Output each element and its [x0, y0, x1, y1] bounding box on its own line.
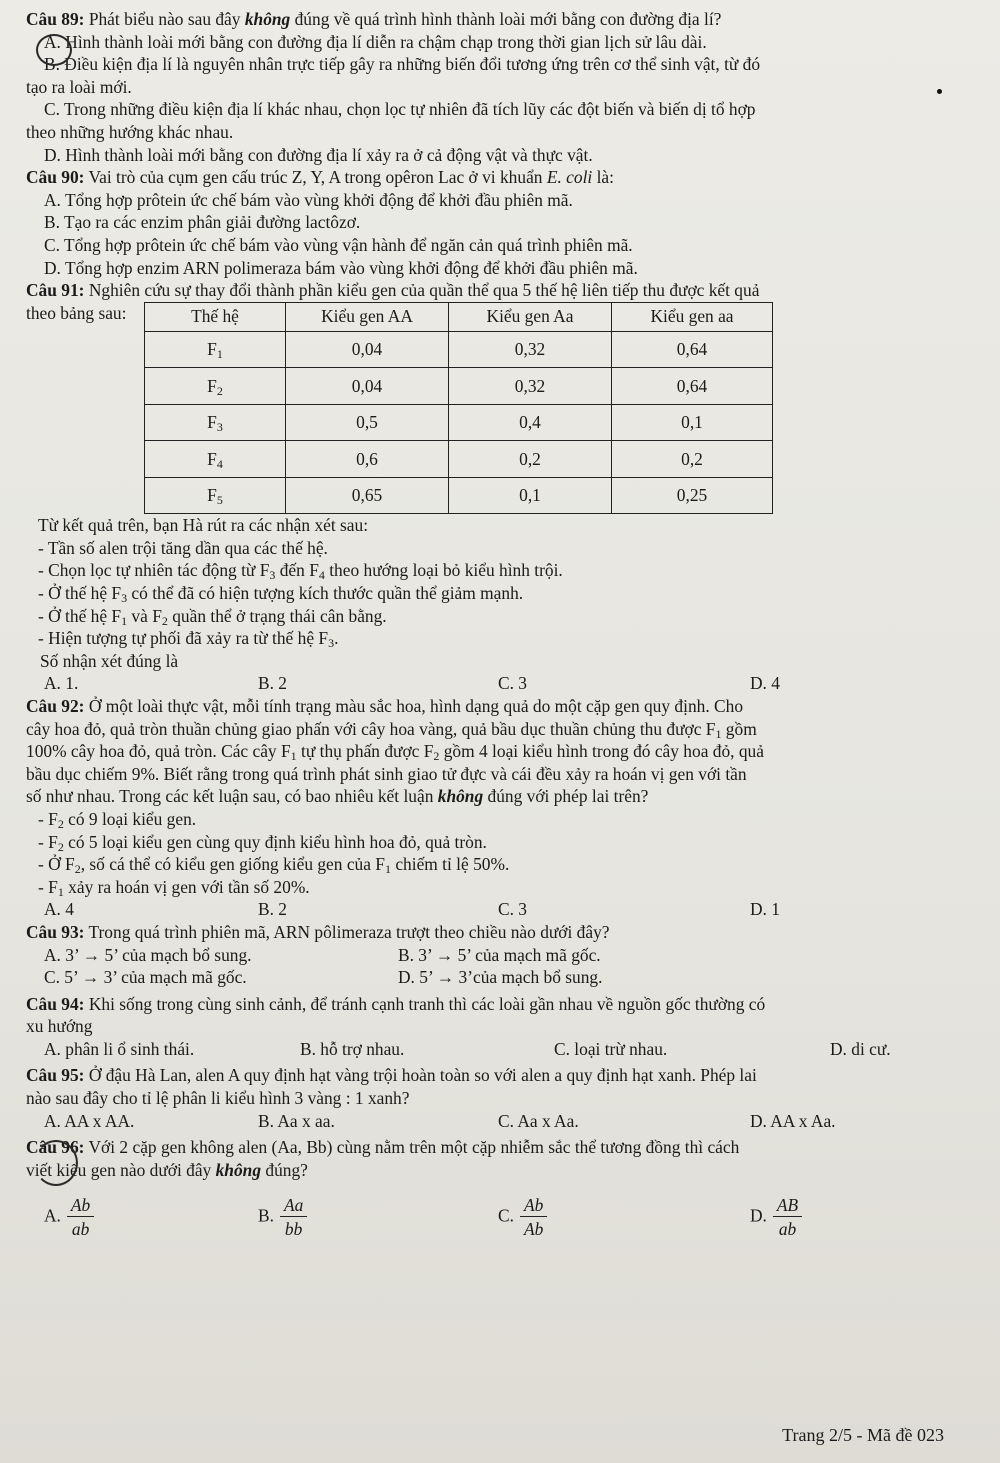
question-stem: Trong quá trình phiên mã, ARN pôlimeraza trượt theo chiều nào dưới đây?: [84, 921, 610, 942]
option-b[interactable]: B. 2: [258, 899, 287, 920]
question-stem: Nghiên cứu sự thay đổi thành phần kiểu gen của quần thể qua 5 thế hệ liên tiếp thu được kết quả: [84, 280, 760, 301]
cell-generation: $F_1$: [145, 331, 286, 368]
question-92: [26, 695, 944, 921]
emphasis: không: [244, 9, 291, 29]
option-c[interactable]: C. 3: [498, 673, 527, 694]
question-95: [26, 1064, 944, 1132]
question-number: Câu 90:: [26, 167, 85, 188]
cell-aa-recessive: 0,2: [612, 441, 773, 478]
cell-aa-hetero: 0,4: [449, 404, 612, 441]
option-b[interactable]: B. Aa x aa.: [258, 1110, 335, 1131]
question-stem-cont: nào sau đây cho tỉ lệ phân li kiểu hình 3 vàng : 1 xanh?: [26, 1088, 410, 1109]
cell-aa-dominant: 0,04: [286, 368, 449, 405]
option-a[interactable]: A. Tổng hợp prôtein ức chế bám vào vùng khởi động để khởi đầu phiên mã.: [44, 189, 573, 210]
option-b[interactable]: B. Điều kiện địa lí là nguyên nhân trực tiếp gây ra những biến đổi tương ứng trên cơ thể sinh vật, từ đó: [44, 54, 761, 75]
question-number: Câu 91:: [26, 280, 85, 301]
table-row: [145, 331, 773, 368]
statement-2: - $F_2$ có 5 loại kiểu gen cùng quy định kiểu hình hoa đỏ, quả tròn.: [38, 831, 487, 854]
option-a[interactable]: A. AA x AA.: [44, 1110, 135, 1131]
header-aa-hetero: Kiểu gen Aa: [449, 302, 612, 331]
option-d[interactable]: D. di cư.: [830, 1038, 891, 1059]
question-91: [26, 279, 944, 695]
option-a[interactable]: A. $\frac{Ab}{ab}$: [44, 1194, 258, 1241]
option-d[interactable]: D. $\frac{AB}{ab}$: [750, 1194, 802, 1241]
emphasis: E. coli: [546, 167, 593, 188]
cell-aa-recessive: 0,1: [612, 404, 773, 441]
options-row: [26, 672, 944, 695]
option-a[interactable]: A. Hình thành loài mới bằng con đường địa lí diễn ra chậm chạp trong thời gian lịch sử lâu dài.: [44, 31, 707, 52]
options-row: [26, 944, 944, 967]
table-header-row: [145, 302, 773, 331]
table-row: [145, 404, 773, 441]
remark-1: - Tần số alen trội tăng dần qua các thế hệ.: [38, 537, 328, 558]
question-number: Câu 96:: [26, 1137, 85, 1158]
option-d[interactable]: D. Tổng hợp enzim ARN polimeraza bám vào vùng khởi động để khởi đầu phiên mã.: [44, 257, 638, 278]
question-96: [26, 1136, 944, 1249]
remarks-intro: Từ kết quả trên, bạn Hà rút ra các nhận xét sau:: [38, 515, 369, 536]
question-stem: Phát biểu nào sau đây: [84, 9, 245, 29]
option-b[interactable]: B. Tạo ra các enzim phân giải đường lactôzơ.: [44, 212, 361, 233]
question-stem-cont: viết kiểu gen nào dưới đây không đúng?: [26, 1159, 308, 1180]
option-b-cont: tạo ra loài mới.: [26, 76, 132, 97]
remark-4: - Ở thế hệ $F_1$ và $F_2$ quần thể ở trạng thái cân bằng.: [38, 605, 387, 628]
statement-3: - Ở $F_2$, số cá thể có kiểu gen giống kiểu gen của $F_1$ chiếm tỉ lệ 50%.: [38, 854, 510, 877]
cell-aa-dominant: 0,6: [286, 441, 449, 478]
question-stem: Ở đậu Hà Lan, alen A quy định hạt vàng trội hoàn toàn so với alen a quy định hạt xanh. Phép lai: [84, 1065, 757, 1086]
question-stem: Vai trò của cụm gen cấu trúc Z, Y, A trong opêron Lac ở vi khuẩn: [84, 167, 547, 188]
option-a[interactable]: A. 1.: [44, 673, 79, 694]
cell-generation: $F_5$: [145, 477, 286, 514]
cell-generation: $F_3$: [145, 404, 286, 441]
statement-1: - $F_2$ có 9 loại kiểu gen.: [38, 808, 197, 831]
question-stem-cont: xu hướng: [26, 1016, 93, 1037]
question-stem: Khi sống trong cùng sinh cảnh, để tránh cạnh tranh thì các loài gần nhau về nguồn gốc thường có: [84, 993, 766, 1014]
option-d[interactable]: D. 5’ → 3’của mạch bổ sung.: [398, 967, 603, 988]
cell-aa-hetero: 0,1: [449, 477, 612, 514]
question-93: [26, 921, 944, 989]
option-d[interactable]: D. Hình thành loài mới bằng con đường địa lí xảy ra ở cả động vật và thực vật.: [44, 144, 593, 165]
options-row: [26, 966, 944, 989]
option-c[interactable]: C. Tổng hợp prôtein ức chế bám vào vùng vận hành để ngăn cản quá trình phiên mã.: [44, 234, 633, 255]
options-row: [26, 1038, 944, 1061]
option-c[interactable]: C. Trong những điều kiện địa lí khác nhau, chọn lọc tự nhiên đã tích lũy các đột biến và biến dị tổ hợp: [44, 99, 756, 120]
question-ask: Số nhận xét đúng là: [40, 650, 179, 671]
option-a[interactable]: A. 3’ → 5’ của mạch bổ sung.: [44, 944, 252, 965]
answer-circle-mark-94: [34, 1140, 78, 1186]
table-row: [145, 477, 773, 514]
option-b[interactable]: B. $\frac{Aa}{bb}$: [258, 1194, 498, 1241]
cell-aa-recessive: 0,64: [612, 331, 773, 368]
question-stem: đúng về quá trình hình thành loài mới bằng con đường địa lí?: [290, 9, 722, 29]
option-d[interactable]: D. AA x Aa.: [750, 1110, 836, 1131]
option-c[interactable]: C. 5’ → 3’ của mạch mã gốc.: [44, 967, 247, 988]
table-row: [145, 441, 773, 478]
question-number: Câu 94:: [26, 993, 85, 1014]
cell-aa-dominant: 0,04: [286, 331, 449, 368]
question-stem-line: cây hoa đỏ, quả tròn thuần chủng giao phấn với cây hoa vàng, quả bầu dục thuần chủng thu được $F_1$ gồm: [26, 718, 757, 741]
question-number: Câu 95:: [26, 1065, 85, 1086]
genotype-fraction: $\frac{Aa}{bb}$: [280, 1194, 307, 1241]
statement-4: - $F_1$ xảy ra hoán vị gen với tần số 20%.: [38, 876, 310, 899]
genotype-fraction: $\frac{Ab}{Ab}$: [520, 1194, 547, 1241]
cell-generation: $F_4$: [145, 441, 286, 478]
question-stem: Ở một loài thực vật, mỗi tính trạng màu sắc hoa, hình dạng quả do một cặp gen quy định. Cho: [84, 695, 744, 716]
option-b[interactable]: B. hỗ trợ nhau.: [300, 1038, 405, 1059]
header-aa-recessive: Kiểu gen aa: [612, 302, 773, 331]
option-d[interactable]: D. 1: [750, 899, 780, 920]
cell-aa-recessive: 0,25: [612, 477, 773, 514]
question-stem-line: bầu dục chiếm 9%. Biết rằng trong quá trình phát sinh giao tử đực và cái đều xảy ra hoán vị gen với tần: [26, 763, 747, 784]
pen-dot-mark: [937, 89, 942, 94]
options-row: [26, 898, 944, 921]
option-c[interactable]: C. $\frac{Ab}{Ab}$: [498, 1194, 750, 1241]
question-stem-line: số như nhau. Trong các kết luận sau, có bao nhiêu kết luận không đúng với phép lai trên?: [26, 786, 649, 807]
page-footer: Trang 2/5 - Mã đề 023: [782, 1425, 944, 1445]
option-b[interactable]: B. 3’ → 5’ của mạch mã gốc.: [398, 944, 601, 965]
question-number: Câu 89:: [26, 9, 85, 29]
table-row: [145, 368, 773, 405]
genotype-fraction: $\frac{Ab}{ab}$: [67, 1194, 94, 1241]
question-stem: Với 2 cặp gen không alen (Aa, Bb) cùng nằm trên một cặp nhiễm sắc thể tương đồng thì cách: [84, 1137, 740, 1158]
options-row: [26, 1185, 944, 1249]
cell-aa-hetero: 0,32: [449, 368, 612, 405]
option-c[interactable]: C. loại trừ nhau.: [554, 1038, 668, 1059]
remark-2: - Chọn lọc tự nhiên tác động từ $F_3$ đến $F_4$ theo hướng loại bỏ kiểu hình trội.: [38, 560, 563, 583]
genotype-fraction: $\frac{AB}{ab}$: [773, 1194, 802, 1241]
answer-circle-mark-89: [36, 34, 72, 66]
options-row: [26, 1110, 944, 1133]
question-number: Câu 93:: [26, 921, 85, 942]
option-c-cont: theo những hướng khác nhau.: [26, 121, 234, 142]
header-generation: Thế hệ: [145, 302, 286, 331]
option-c[interactable]: C. 3: [498, 899, 527, 920]
question-90: [26, 166, 944, 279]
question-number: Câu 92:: [26, 695, 85, 716]
cell-generation: $F_2$: [145, 368, 286, 405]
question-94: [26, 993, 944, 1061]
question-stem: là:: [592, 167, 614, 188]
cell-aa-hetero: 0,2: [449, 441, 612, 478]
genotype-table: [144, 302, 773, 515]
option-a[interactable]: A. 4: [44, 899, 74, 920]
option-b[interactable]: B. 2: [258, 673, 287, 694]
cell-aa-recessive: 0,64: [612, 368, 773, 405]
option-d[interactable]: D. 4: [750, 673, 780, 694]
option-c[interactable]: C. Aa x Aa.: [498, 1110, 579, 1131]
option-a[interactable]: A. phân li ổ sinh thái.: [44, 1038, 195, 1059]
cell-aa-hetero: 0,32: [449, 331, 612, 368]
question-stem-cont: theo bảng sau:: [26, 302, 127, 323]
question-89: [26, 8, 944, 166]
question-stem-line: 100% cây hoa đỏ, quả tròn. Các cây $F_1$ tự thụ phấn được $F_2$ gồm 4 loại kiểu hình trong đó cây hoa đỏ, quả: [26, 741, 764, 764]
cell-aa-dominant: 0,5: [286, 404, 449, 441]
header-aa-dominant: Kiểu gen AA: [286, 302, 449, 331]
cell-aa-dominant: 0,65: [286, 477, 449, 514]
remark-5: - Hiện tượng tự phối đã xảy ra từ thế hệ $F_3$.: [38, 628, 339, 651]
remark-3: - Ở thế hệ $F_3$ có thể đã có hiện tượng kích thước quần thể giảm mạnh.: [38, 583, 524, 605]
